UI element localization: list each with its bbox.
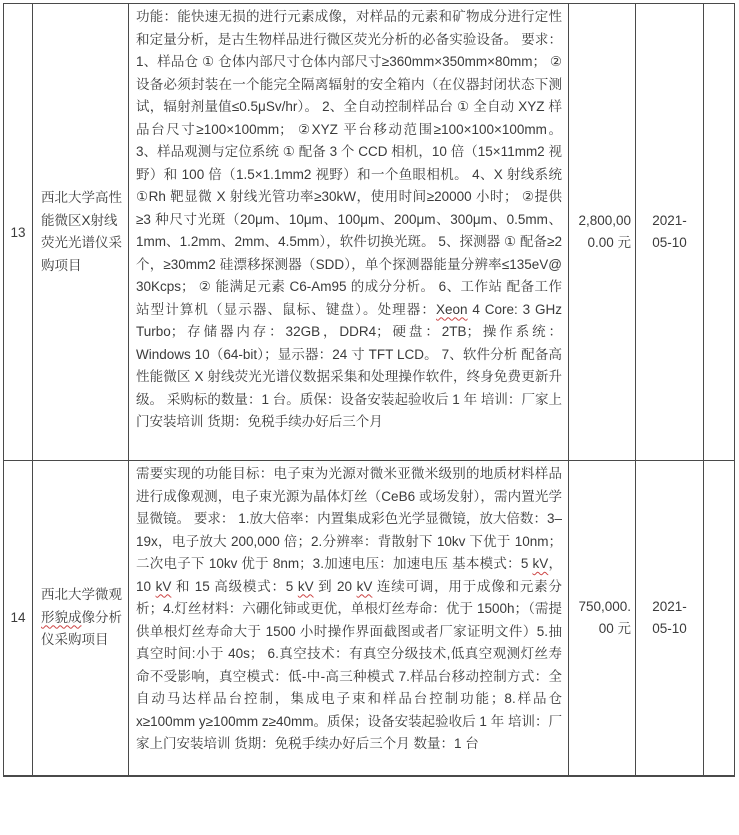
budget-amount-cell <box>569 461 636 776</box>
date-cell <box>636 4 704 461</box>
project-name-cell <box>33 461 129 776</box>
text-segment: 需要实现的功能目标：电子束为光源对微米亚微米级别的地质材料样品进行成像观测，电子束光源为晶体灯丝（CeB6 或场发射），需内置光学显微镜。 要求： 1.放大倍率：内置集成彩色光学显微镜，放大倍数：3–19x，电子放大 200,000 倍；2.分辨率：背散射下 10kv 下优于 10nm；二次电子下 10kv 优于 8nm；3.加速电压：加速电压 基本模式：5 <box>136 466 562 571</box>
text-line: 00 元 <box>598 620 631 636</box>
text-line: 05-10 <box>652 235 687 250</box>
text-segment: 西北大学微观 <box>41 587 122 602</box>
text-line: 2021- <box>652 598 687 614</box>
row-number: 14 <box>4 461 33 776</box>
table-row-14 <box>4 461 735 776</box>
text-segment: 功能：能快速无损的进行元素成像，对样品的元素和矿物成分进行定性和定量分析，是古生物样品进行微区荧光分析的必备实验设备。 要求： 1、样品仓 ① 仓体内部尺寸仓体内部尺寸≥360mm×350mm×80mm； ② 设备必须封装在一个能完全隔离辐射的安全箱内（在仪器封闭状态下测试，辐射剂量值≤0.5μSv/hr）。 2、全自动控制样品台 ① 全自动 XYZ 样品台尺寸≥100×100mm； ②XYZ 平台移动范围≥100×100×100mm。 3、样品观测与定位系统 ① 配备 3 个 CCD 相机，10 倍（15×11mm2 视野）和 100 倍（1.5×1.1mm2 视野）和一个鱼眼相机。 4、X 射线系统 ①Rh 靶显微 X 射线光管功率≥30kW，使用时间≥20000 小时； ②提供≥3 种尺寸光斑（20μm、10μm、100μm、200μm、300μm、0.5mm、1mm、1.2mm、2mm、4.5mm），软件切换光斑。 5、探测器 ① 配备≥2 个，≥30mm2 硅漂移探测器（SDD），单个探测器能量分辨率≤135eV@ 30Kcps； ② 能满足元素 C6-Am95 的成分分析。 6、工作站 配备工作站型计算机（显示器、鼠标、键盘）。处理器： <box>136 9 562 317</box>
spellcheck-underline: 形貌成 <box>41 609 82 625</box>
row-number: 13 <box>4 4 33 461</box>
table-row-13 <box>4 4 735 461</box>
project-description-cell <box>129 4 569 461</box>
budget-amount-cell <box>569 4 636 461</box>
text-segment: 像分析仪采购项目 <box>41 609 122 647</box>
text-segment: 4 Core: 3 GHz Turbo；存储器内存：32GB，DDR4；硬盘：2TB；操作系统：Windows 10（64-bit）；显示器：24 寸 TFT LCD。 7、软件分析 配备高性能微区 X 射线荧光光谱仪数据采集和处理操作软件，终身免费更新升级。 采购标的数量：1 台。质保：设备安装起验收后 1 年 培训：厂家上门安装培训 货期：免税手续办好后三个月 <box>136 301 563 429</box>
empty-cell <box>704 4 735 461</box>
text-segment: 到 20 <box>313 578 357 594</box>
text-line: 0.00 元 <box>587 235 631 250</box>
text-line: 750,000. <box>578 598 631 614</box>
spellcheck-underline: kV <box>532 556 549 571</box>
spellcheck-underline: kV <box>155 578 172 594</box>
text-line: 2021- <box>652 213 687 228</box>
project-description-cell <box>129 461 569 776</box>
spellcheck-underline: kV <box>297 578 314 594</box>
spellcheck-underline: Xeon <box>436 301 468 317</box>
text-segment: 西北大学高性能微区X射线荧光光谱仪采购项目 <box>41 190 122 273</box>
procurement-table <box>3 3 735 777</box>
text-segment: ，10 <box>136 556 562 594</box>
text-line: 05-10 <box>652 620 687 636</box>
date-cell <box>636 461 704 776</box>
text-segment: 连续可调，用于成像和元素分析；4.灯丝材料：六硼化铈或更优，单根灯丝寿命：优于 1500h；（需提供单根灯丝寿命大于 1500 小时操作界面截图或者厂家证明文件）5.抽真空时间:小于 40s； 6.真空技术：有真空分级技术,低真空观测灯丝寿命不受影响，真空模式：低-中-高三种模式 7.样品台移动控制方式：全自动马达样品台控制，集成电子束和样品台控制功能；8.样品仓 x≥100mm y≥100mm z≥40mm。质保；设备安装起验收后 1 年 培训：厂家上门安装培训 货期：免税手续办好后三个月 数量：1 台 <box>136 578 562 751</box>
spellcheck-underline: kV <box>356 578 373 594</box>
text-line: 2,800,00 <box>578 213 631 228</box>
text-segment: 和 15 高级模式：5 <box>171 578 298 594</box>
empty-cell <box>704 461 735 776</box>
project-name-cell <box>33 4 129 461</box>
